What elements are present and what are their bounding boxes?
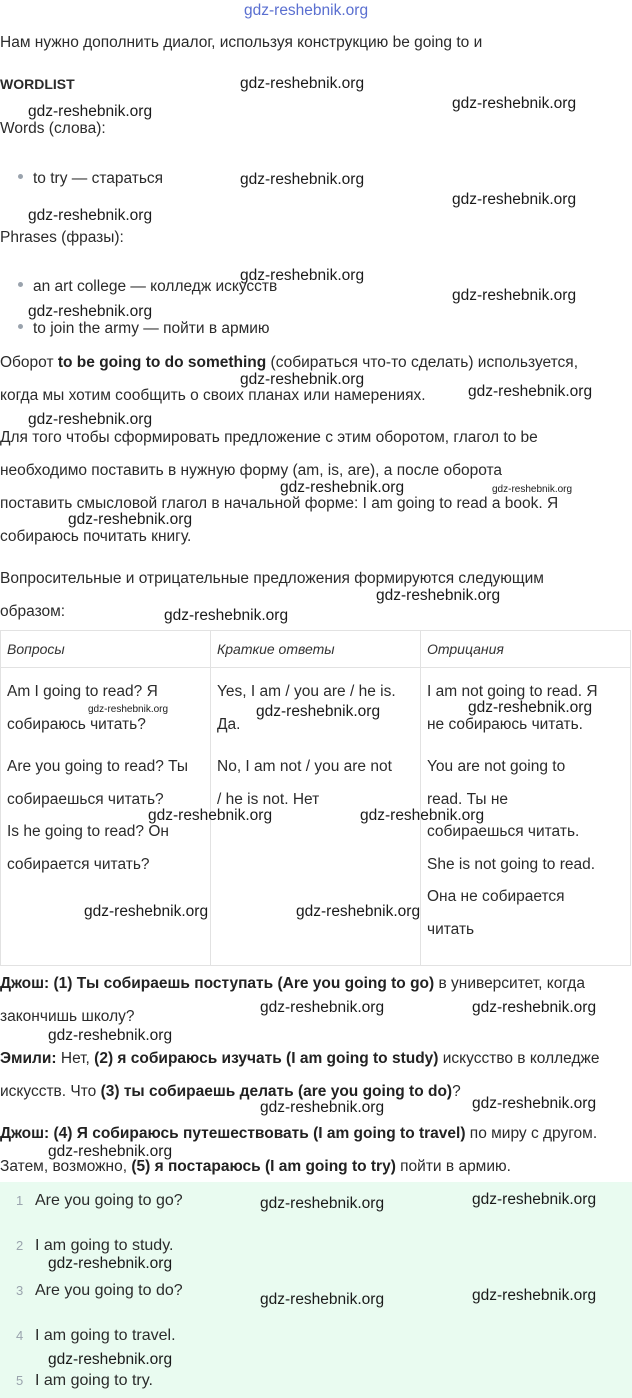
watermark: gdz-reshebnik.org — [492, 484, 573, 495]
watermark: gdz-reshebnik.org — [360, 807, 485, 824]
dialogue-line: Джош: (4) Я собираюсь путешествовать (I am going to travel) по миру с другом. — [0, 1125, 598, 1142]
watermark: gdz-reshebnik.org — [260, 1099, 385, 1116]
dialogue-line: Затем, возможно, (5) я постараюсь (I am going to try) пойти в армию. — [0, 1158, 511, 1175]
dialogue-line: Эмили: Нет, (2) я собираюсь изучать (I am going to study) искусство в колледже — [0, 1050, 600, 1067]
watermark: gdz-reshebnik.org — [240, 171, 365, 188]
watermark: gdz-reshebnik.org — [296, 903, 421, 920]
answer-item — [16, 1370, 153, 1392]
table-cell-line: собираюсь читать? — [7, 715, 146, 733]
table-header: Вопросы — [1, 631, 211, 668]
table-cell-line: собирается читать? — [7, 855, 150, 873]
answer-item — [16, 1280, 183, 1302]
table-cell-line: собираешься читать. — [427, 823, 580, 840]
table-header-row — [1, 631, 631, 668]
watermark: gdz-reshebnik.org — [256, 703, 381, 720]
phrases-heading: Phrases (фразы): — [0, 229, 124, 246]
watermark: gdz-reshebnik.org — [452, 287, 577, 304]
watermark: gdz-reshebnik.org — [28, 207, 153, 224]
watermark: gdz-reshebnik.org — [48, 1255, 173, 1272]
answer-number: 5 — [16, 1373, 24, 1388]
watermark: gdz-reshebnik.org — [468, 383, 593, 400]
table-cell-line: собираешься читать? — [7, 790, 164, 808]
watermark-top: gdz-reshebnik.org — [244, 2, 369, 19]
explanation-line: необходимо поставить в нужную форму (am, is, are), а после оборота — [0, 462, 503, 479]
table-cell-line: Yes, I am / you are / he is. — [217, 683, 396, 700]
dialogue-line: Джош: (1) Ты собираешь поступать (Are you going to go) в университет, когда — [0, 975, 585, 992]
watermark: gdz-reshebnik.org — [164, 607, 289, 624]
watermark: gdz-reshebnik.org — [28, 411, 153, 428]
watermark: gdz-reshebnik.org — [472, 1287, 597, 1304]
phrase-item: to join the army — пойти в армию — [18, 318, 270, 340]
dialogue-line: закончишь школу? — [0, 1008, 135, 1025]
watermark: gdz-reshebnik.org — [84, 903, 209, 920]
explanation-line: образом: — [0, 603, 66, 620]
table-cell-line: не собираюсь читать. — [427, 715, 583, 733]
table-cell-line: She is not going to read. — [427, 855, 596, 873]
watermark: gdz-reshebnik.org — [468, 699, 593, 716]
answer-text: Are you going to go? — [35, 1192, 183, 1209]
answer-number: 4 — [16, 1328, 24, 1343]
watermark: gdz-reshebnik.org — [452, 95, 577, 112]
answer-text: Are you going to do? — [35, 1282, 183, 1299]
table-cell-line: Am I going to read? Я — [7, 683, 158, 700]
bullet-icon — [18, 282, 23, 287]
watermark: gdz-reshebnik.org — [148, 807, 273, 824]
watermark: gdz-reshebnik.org — [472, 1095, 597, 1112]
intro-text: Нам нужно дополнить диалог, используя конструкцию be going to и — [0, 34, 483, 51]
answer-text: I am going to try. — [35, 1372, 153, 1389]
answer-text: I am going to travel. — [35, 1327, 176, 1344]
watermark: gdz-reshebnik.org — [452, 191, 577, 208]
table-cell-line: I am not going to read. Я — [427, 683, 598, 700]
watermark: gdz-reshebnik.org — [68, 511, 193, 528]
watermark: gdz-reshebnik.org — [48, 1143, 173, 1160]
table-cell-line: читать — [427, 920, 475, 938]
bullet-icon — [18, 324, 23, 329]
table-cell-line: You are not going to — [427, 758, 566, 775]
answer-number: 1 — [16, 1193, 24, 1208]
watermark: gdz-reshebnik.org — [88, 704, 169, 715]
explanation-line: Вопросительные и отрицательные предложения формируются следующим — [0, 570, 544, 587]
watermark: gdz-reshebnik.org — [376, 587, 501, 604]
word-item: to try — стараться — [18, 168, 163, 190]
table-header: Отрицания — [421, 631, 631, 668]
watermark: gdz-reshebnik.org — [240, 267, 365, 284]
words-heading: Words (слова): — [0, 120, 106, 137]
explanation-line: Оборот to be going to do something (собираться что-то сделать) используется, — [0, 354, 578, 371]
watermark: gdz-reshebnik.org — [48, 1351, 173, 1368]
watermark: gdz-reshebnik.org — [240, 371, 365, 388]
bullet-icon — [18, 174, 23, 179]
watermark: gdz-reshebnik.org — [472, 1191, 597, 1208]
table-cell-line: read. Ты не — [427, 790, 509, 808]
answer-number: 3 — [16, 1283, 24, 1298]
table-cell-line: / he is not. Нет — [217, 790, 320, 808]
answer-text: I am going to study. — [35, 1237, 174, 1254]
watermark: gdz-reshebnik.org — [260, 999, 385, 1016]
dialogue-line: искусств. Что (3) ты собираешь делать (are you going to do)? — [0, 1083, 461, 1100]
table-cell-line: Да. — [217, 715, 241, 733]
table-cell-line: Are you going to read? Ты — [7, 758, 189, 775]
watermark: gdz-reshebnik.org — [260, 1291, 385, 1308]
explanation-line: Для того чтобы сформировать предложение с этим оборотом, глагол to be — [0, 429, 538, 446]
wordlist-title: WORDLIST — [0, 76, 75, 92]
answer-item — [16, 1235, 173, 1257]
phrase-item: an art college — колледж искусств — [18, 276, 277, 298]
table-cell-line: Она не собирается — [427, 888, 565, 905]
watermark: gdz-reshebnik.org — [48, 1027, 173, 1044]
answer-item — [16, 1325, 176, 1347]
table-header: Краткие ответы — [211, 631, 421, 668]
explanation-line: когда мы хотим сообщить о своих планах или намерениях. — [0, 387, 426, 404]
watermark: gdz-reshebnik.org — [28, 103, 153, 120]
table-cell-line: Is he going to read? Он — [7, 823, 169, 840]
explanation-line: собираюсь почитать книгу. — [0, 528, 192, 545]
answer-number: 2 — [16, 1238, 24, 1253]
watermark: gdz-reshebnik.org — [240, 75, 365, 92]
watermark: gdz-reshebnik.org — [280, 479, 405, 496]
watermark: gdz-reshebnik.org — [28, 303, 153, 320]
table-cell-line: No, I am not / you are not — [217, 758, 392, 775]
watermark: gdz-reshebnik.org — [260, 1195, 385, 1212]
explanation-line: поставить смысловой глагол в начальной форме: I am going to read a book. Я — [0, 495, 559, 512]
answer-item — [16, 1190, 183, 1212]
watermark: gdz-reshebnik.org — [472, 999, 597, 1016]
